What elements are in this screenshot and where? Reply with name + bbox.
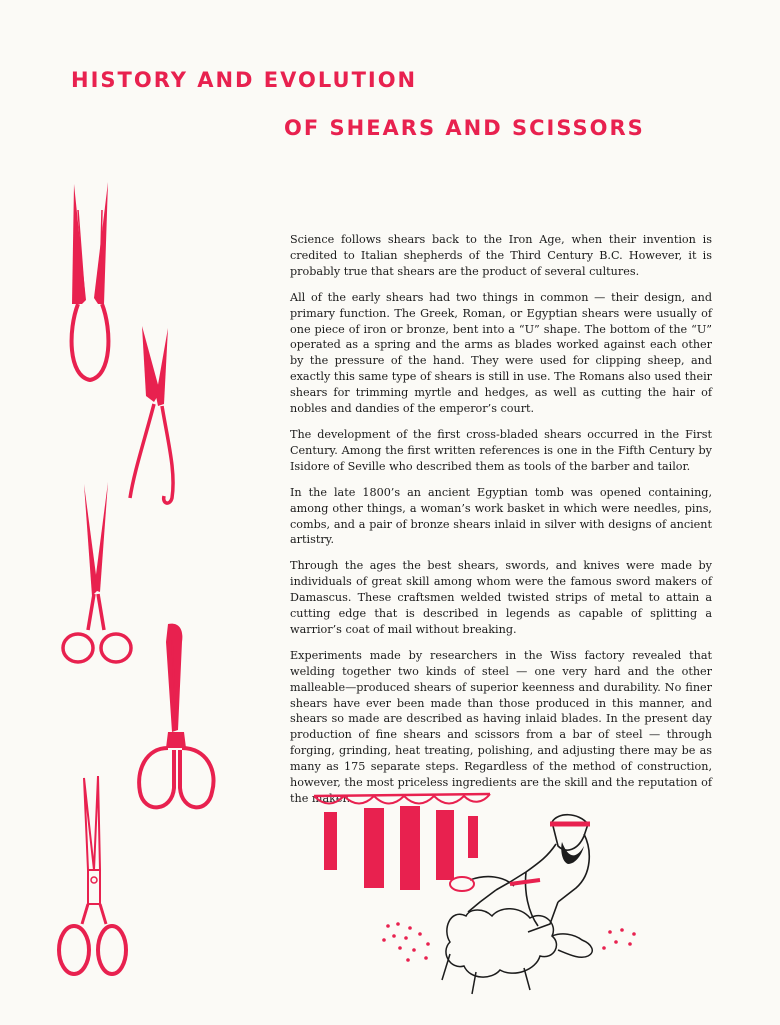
paragraph-cross-bladed: The development of the first cross-bladed shears occurred in the First Century. Among the first written references is one in the Fifth Century by Isidore of Seville who described them as tools of the barber and tailor. bbox=[290, 427, 712, 473]
u-shaped-shears-illustration bbox=[64, 180, 124, 388]
page-title-line-1: HISTORY AND EVOLUTION bbox=[71, 68, 418, 92]
shepherd-shearing-sheep-illustration bbox=[300, 784, 660, 1004]
paragraph-iron-age: Science follows shears back to the Iron Age, when their invention is credited to Italian shepherds of the Third Century B.C. However, it is probably true that shears are the product of several cultures. bbox=[290, 233, 712, 278]
curved-shears-illustration bbox=[124, 322, 180, 506]
article-body bbox=[290, 232, 712, 817]
page-title-line-2: OF SHEARS AND SCISSORS bbox=[284, 116, 645, 140]
ring-handled-shears-illustration bbox=[58, 480, 134, 670]
paragraph-damascus: Through the ages the best shears, swords, and knives were made by individuals of great skill among whom were the famous sword makers of Damascus. These craftsmen welded twisted strips of metal to attain a cutting edge that is described in legends as capable of splitting a warrior’s coat of mail without breaking. bbox=[290, 559, 712, 636]
paragraph-wiss-experiments: Experiments made by researchers in the Wiss factory revealed that welding together two kinds of steel — one very hard and the other malleable—produced shears of superior keenness and durability. No finer shears have ever been made than those produced in this manner, and shears so made are described as having inlaid blades. In the present day production of fine shears and scissors from a bar of steel — through forging, grinding, heat treating, polishing, and adjusting there may be as many as 175 separate steps. Regardless of the method of construction, however, the most priceless ingredients are the skill and the reputation of the maker. bbox=[290, 648, 712, 805]
paragraph-early-shears: All of the early shears had two things in common — their design, and primary function. The Greek, Roman, or Egyptian shears were usually of one piece of iron or bronze, bent into a “U” shape. The bottom of the “U” operated as a spring and the arms as blades worked against each other by the pressure of the hand. They were used for clipping sheep, and exactly this same type of shears is still in use. The Romans also used their shears for trimming myrtle and hedges, as well as cutting the hair of nobles and dandies of the emperor’s court. bbox=[290, 290, 712, 416]
paragraph-egyptian-tomb: In the late 1800’s an ancient Egyptian tomb was opened containing, among other things, a woman’s work basket in which were needles, pins, combs, and a pair of bronze shears inlaid in silver with designs of ancient artistry. bbox=[290, 485, 712, 547]
modern-scissors-illustration bbox=[54, 774, 134, 980]
loop-handled-shears-illustration bbox=[132, 620, 220, 816]
